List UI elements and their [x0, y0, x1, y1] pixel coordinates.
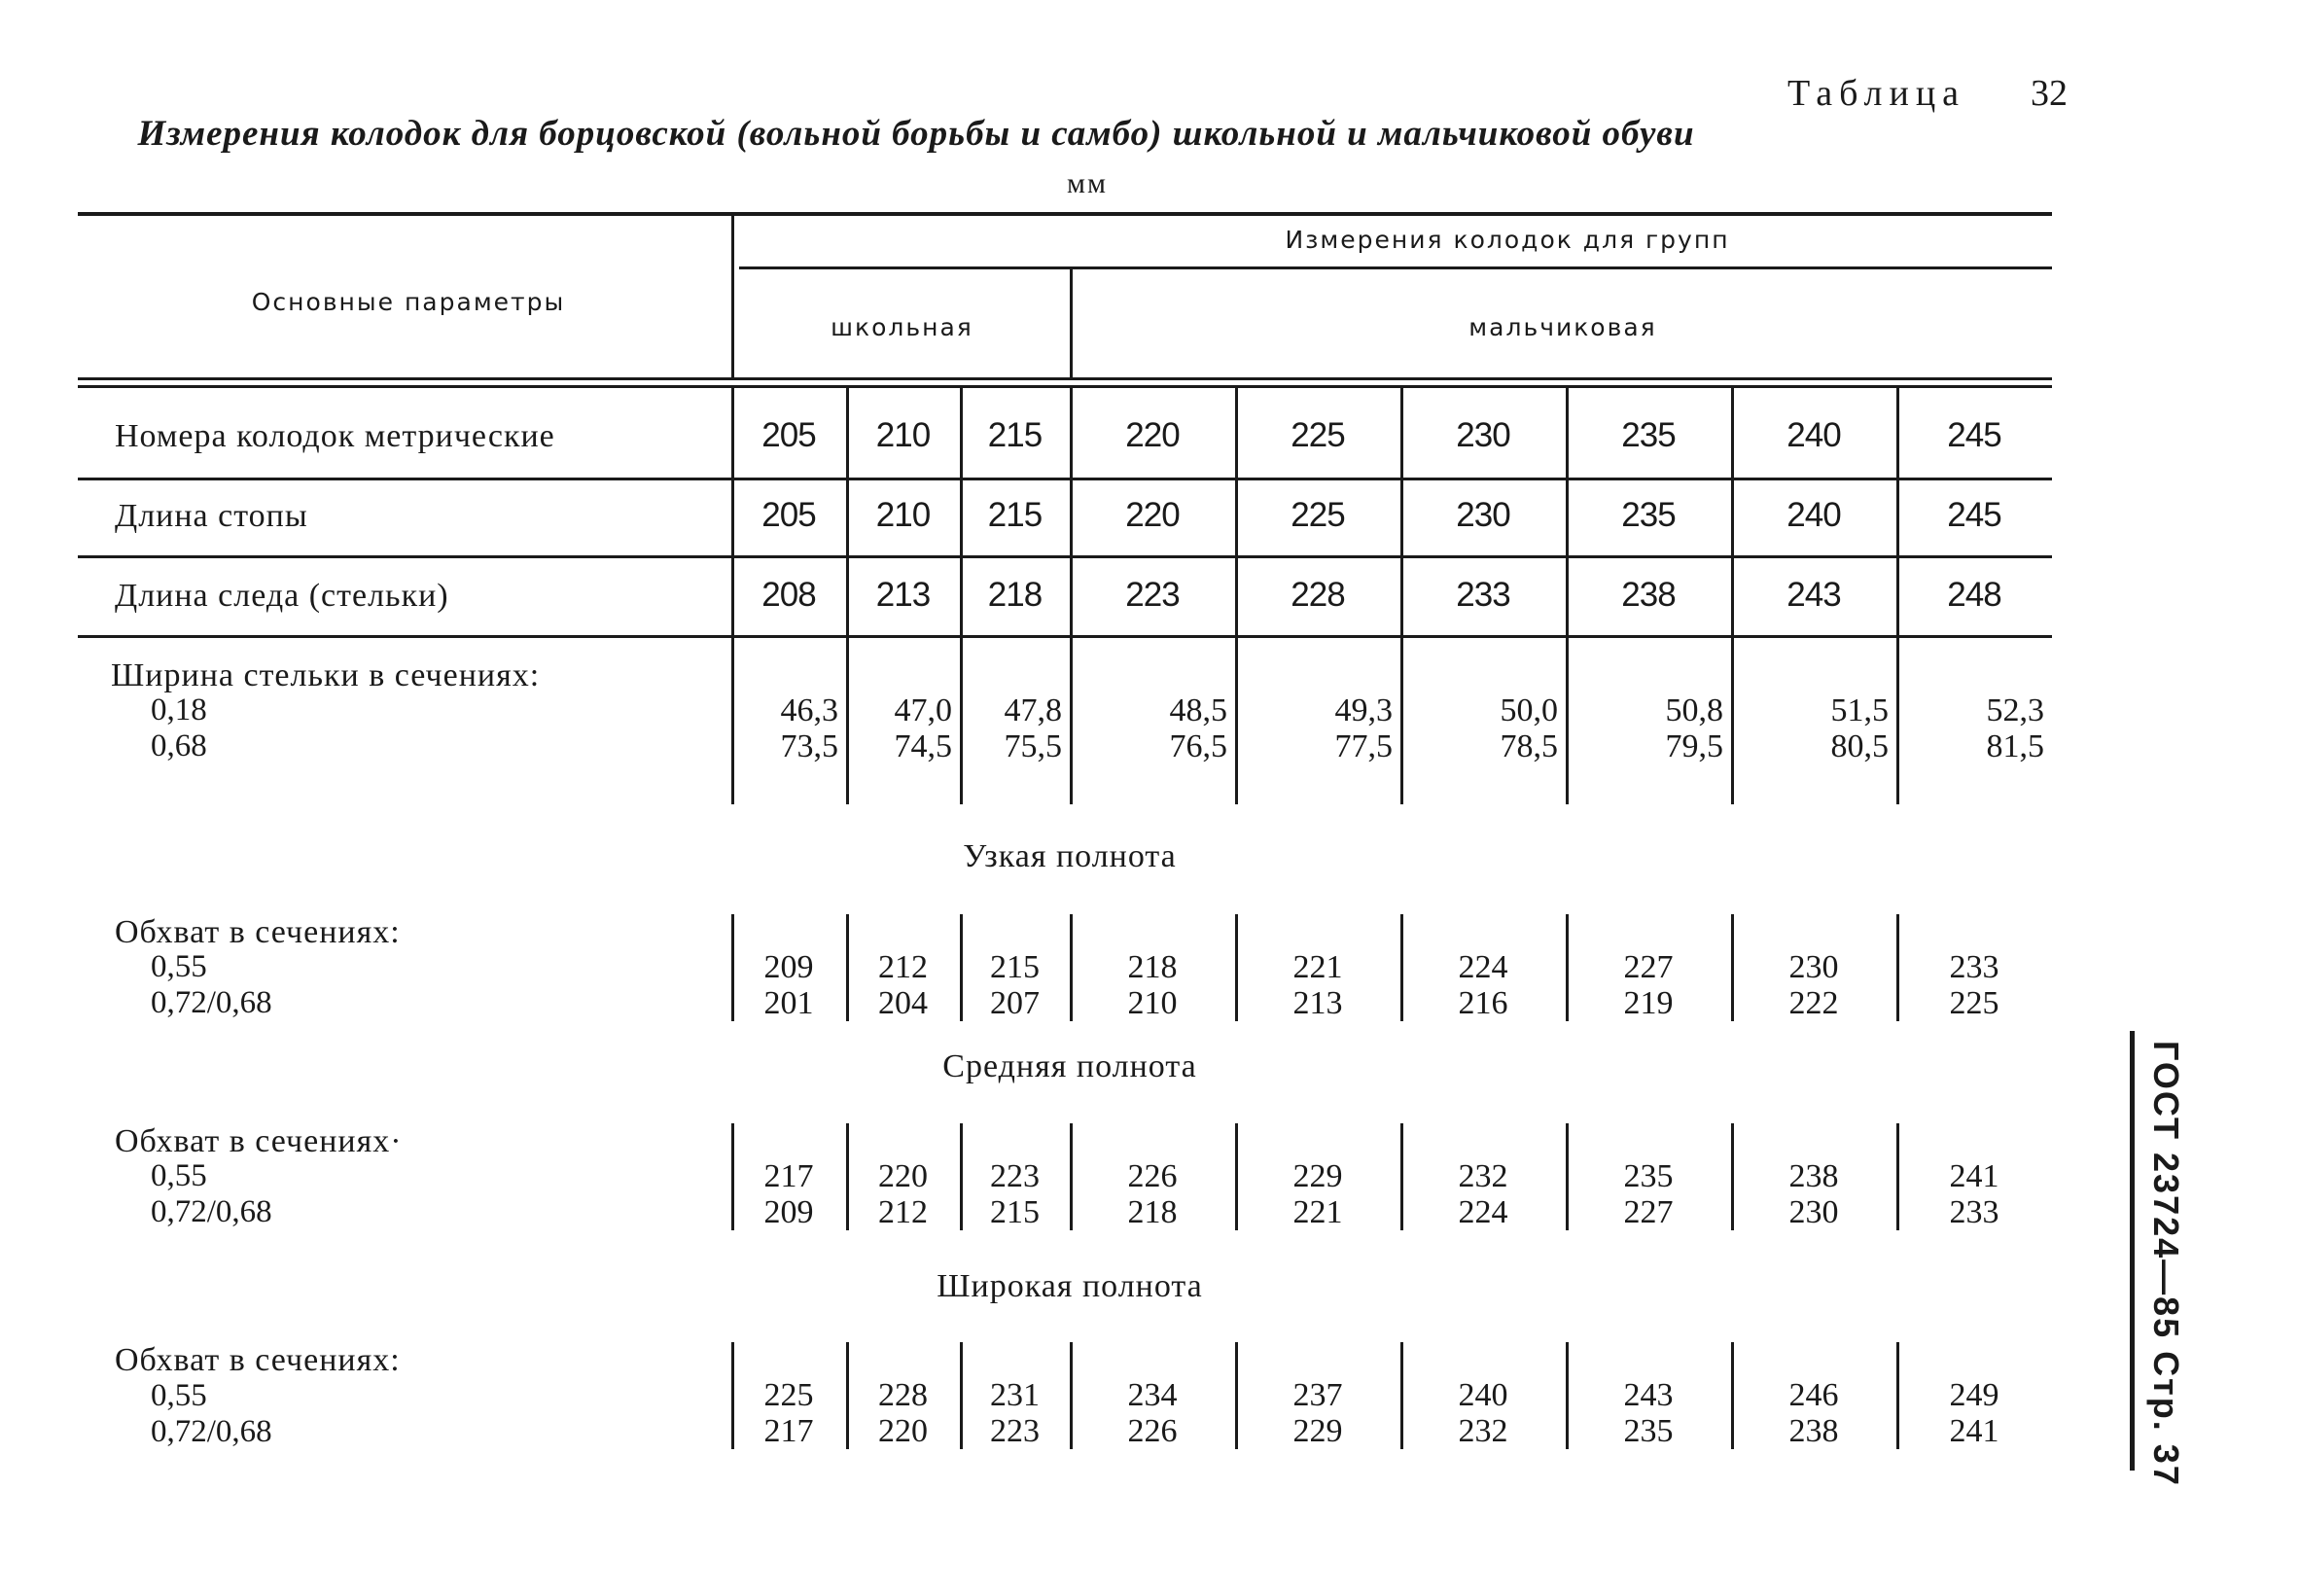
foot-length-cell: 220 [1125, 496, 1180, 534]
group-header: Измерения колодок для групп [1285, 226, 1730, 254]
girth-cell-1: 230 [1788, 949, 1839, 985]
section-title-medium: Средняя полнота [942, 1048, 1197, 1084]
girth-cell-2: 230 [1788, 1194, 1839, 1230]
foot-length-cell: 235 [1621, 496, 1676, 534]
girth-cell-2: 210 [1127, 985, 1178, 1021]
insole-length-cell: 248 [1947, 576, 2001, 614]
girth-cell-2: 226 [1127, 1413, 1178, 1449]
girth-cell-1: 234 [1127, 1377, 1178, 1413]
section-0-divider-2 [960, 914, 963, 1021]
metric-numbers-cell: 240 [1786, 416, 1841, 454]
table-title-text: Измерения колодок для борцовской (вольной борьбы и самбо) школьной и мальчиковой обуви [137, 114, 1695, 154]
girth-cell-2: 217 [763, 1413, 814, 1449]
header-divider-params [731, 216, 734, 377]
foot-length-cell: 210 [875, 496, 931, 534]
section-1-divider-3 [1070, 1123, 1073, 1230]
foot-length-cell: 215 [987, 496, 1043, 534]
column-divider-7 [1731, 386, 1734, 804]
section-sub-wide-2: 0,72/0,68 [151, 1414, 272, 1449]
girth-cell-2: 223 [990, 1413, 1040, 1449]
insole-width-cell-1: 48,5 [1169, 692, 1227, 728]
insole-width-sub-2: 0,68 [151, 728, 207, 763]
side-caption: ГОСТ 23724—85 Стр. 37 [2146, 1041, 2186, 1487]
girth-cell-1: 249 [1949, 1377, 1999, 1413]
section-2-divider-2 [960, 1342, 963, 1449]
girth-cell-1: 238 [1788, 1158, 1839, 1194]
section-sub-narrow-1: 0,55 [151, 949, 207, 984]
insole-length-cell: 243 [1786, 576, 1841, 614]
section-label-medium: Обхват в сечениях· [115, 1123, 403, 1159]
section-2-divider-4 [1235, 1342, 1238, 1449]
column-divider-2 [960, 386, 963, 804]
group-rule [739, 266, 2052, 269]
girth-cell-2: 204 [878, 985, 928, 1021]
top-rule [78, 212, 2052, 216]
girth-cell-1: 220 [878, 1158, 928, 1194]
girth-cell-2: 220 [878, 1413, 928, 1449]
insole-width-cell-1: 46,3 [780, 692, 838, 728]
section-2-divider-7 [1731, 1342, 1734, 1449]
insole-length-cell: 228 [1291, 576, 1345, 614]
girth-cell-2: 222 [1788, 985, 1839, 1021]
row-label-foot-length: Длина стопы [115, 498, 308, 534]
table-number: 32 [2031, 73, 2068, 114]
section-sub-narrow-2: 0,72/0,68 [151, 985, 272, 1020]
insole-length-cell: 208 [761, 576, 816, 614]
section-1-divider-7 [1731, 1123, 1734, 1230]
column-divider-4 [1235, 386, 1238, 804]
group-school-header: школьная [831, 313, 973, 341]
insole-width-cell-2: 79,5 [1665, 728, 1723, 764]
section-2-divider-6 [1566, 1342, 1569, 1449]
girth-cell-1: 240 [1458, 1377, 1508, 1413]
girth-cell-2: 213 [1292, 985, 1343, 1021]
girth-cell-1: 228 [878, 1377, 928, 1413]
section-title-wide: Широкая полнота [937, 1268, 1203, 1304]
insole-width-cell-2: 77,5 [1334, 728, 1393, 764]
section-2-divider-3 [1070, 1342, 1073, 1449]
table-label: Таблица [1787, 73, 1966, 114]
column-divider-8 [1896, 386, 1899, 804]
metric-numbers-cell: 215 [987, 416, 1043, 454]
metric-numbers-cell: 235 [1621, 416, 1676, 454]
foot-length-cell: 225 [1291, 496, 1345, 534]
girth-cell-2: 216 [1458, 985, 1508, 1021]
insole-width-sub-1: 0,18 [151, 692, 207, 727]
section-1-divider-1 [846, 1123, 849, 1230]
group-boys-header: мальчиковая [1468, 313, 1657, 341]
girth-cell-1: 223 [990, 1158, 1040, 1194]
insole-length-cell: 238 [1621, 576, 1676, 614]
metric-numbers-cell: 230 [1456, 416, 1510, 454]
girth-cell-2: 225 [1949, 985, 1999, 1021]
girth-cell-1: 235 [1623, 1158, 1674, 1194]
row-rule-3 [78, 635, 2052, 638]
insole-width-cell-1: 50,8 [1665, 692, 1723, 728]
girth-cell-1: 237 [1292, 1377, 1343, 1413]
section-1-divider-8 [1896, 1123, 1899, 1230]
section-0-divider-4 [1235, 914, 1238, 1021]
unit-label: мм [1067, 167, 1108, 199]
foot-length-cell: 230 [1456, 496, 1510, 534]
row-label-insole-length: Длина следа (стельки) [115, 578, 449, 614]
girth-cell-2: 241 [1949, 1413, 1999, 1449]
girth-cell-1: 215 [990, 949, 1040, 985]
girth-cell-1: 231 [990, 1377, 1040, 1413]
girth-cell-1: 233 [1949, 949, 1999, 985]
girth-cell-2: 238 [1788, 1413, 1839, 1449]
section-sub-medium-2: 0,72/0,68 [151, 1194, 272, 1229]
insole-width-cell-2: 75,5 [1004, 728, 1062, 764]
girth-cell-1: 232 [1458, 1158, 1508, 1194]
header-bottom-rule-1 [78, 377, 2052, 380]
insole-width-cell-1: 47,8 [1004, 692, 1062, 728]
insole-length-cell: 223 [1125, 576, 1180, 614]
foot-length-cell: 205 [761, 496, 816, 534]
girth-cell-1: 209 [763, 949, 814, 985]
girth-cell-1: 226 [1127, 1158, 1178, 1194]
section-1-divider-5 [1400, 1123, 1403, 1230]
girth-cell-1: 227 [1623, 949, 1674, 985]
girth-cell-1: 212 [878, 949, 928, 985]
header-divider-groups [1070, 269, 1073, 377]
girth-cell-1: 217 [763, 1158, 814, 1194]
girth-cell-2: 219 [1623, 985, 1674, 1021]
girth-cell-2: 233 [1949, 1194, 1999, 1230]
insole-width-cell-2: 81,5 [1986, 728, 2044, 764]
insole-width-cell-2: 78,5 [1500, 728, 1558, 764]
section-title-narrow: Узкая полнота [963, 838, 1177, 874]
girth-cell-2: 229 [1292, 1413, 1343, 1449]
row-label-insole-width: Ширина стельки в сечениях: [111, 657, 541, 693]
foot-length-cell: 245 [1947, 496, 2001, 534]
section-1-divider-4 [1235, 1123, 1238, 1230]
insole-width-cell-1: 52,3 [1986, 692, 2044, 728]
girth-cell-2: 207 [990, 985, 1040, 1021]
girth-cell-1: 246 [1788, 1377, 1839, 1413]
girth-cell-1: 225 [763, 1377, 814, 1413]
column-divider-1 [846, 386, 849, 804]
section-label-wide: Обхват в сечениях: [115, 1342, 401, 1378]
section-2-divider-0 [731, 1342, 734, 1449]
girth-cell-2: 215 [990, 1194, 1040, 1230]
row-rule-2 [78, 555, 2052, 558]
row-rule-1 [78, 478, 2052, 480]
insole-width-cell-2: 80,5 [1830, 728, 1889, 764]
girth-cell-2: 212 [878, 1194, 928, 1230]
insole-length-cell: 218 [987, 576, 1043, 614]
metric-numbers-cell: 245 [1947, 416, 2001, 454]
foot-length-cell: 240 [1786, 496, 1841, 534]
girth-cell-1: 218 [1127, 949, 1178, 985]
section-label-narrow: Обхват в сечениях: [115, 914, 401, 950]
section-1-divider-6 [1566, 1123, 1569, 1230]
girth-cell-2: 232 [1458, 1413, 1508, 1449]
table-title [0, 113, 2299, 155]
insole-width-cell-2: 76,5 [1169, 728, 1227, 764]
girth-cell-2: 201 [763, 985, 814, 1021]
section-0-divider-1 [846, 914, 849, 1021]
column-divider-0 [731, 386, 734, 804]
metric-numbers-cell: 225 [1291, 416, 1345, 454]
insole-width-cell-1: 49,3 [1334, 692, 1393, 728]
section-2-divider-8 [1896, 1342, 1899, 1449]
section-0-divider-5 [1400, 914, 1403, 1021]
metric-numbers-cell: 205 [761, 416, 816, 454]
section-2-divider-1 [846, 1342, 849, 1449]
section-1-divider-0 [731, 1123, 734, 1230]
param-header: Основные параметры [251, 288, 566, 316]
girth-cell-2: 224 [1458, 1194, 1508, 1230]
girth-cell-1: 221 [1292, 949, 1343, 985]
section-1-divider-2 [960, 1123, 963, 1230]
girth-cell-1: 229 [1292, 1158, 1343, 1194]
girth-cell-2: 209 [763, 1194, 814, 1230]
insole-width-cell-1: 51,5 [1830, 692, 1889, 728]
girth-cell-2: 235 [1623, 1413, 1674, 1449]
section-0-divider-0 [731, 914, 734, 1021]
insole-width-cell-2: 73,5 [780, 728, 838, 764]
row-label-metric-numbers: Номера колодок метрические [115, 418, 555, 454]
column-divider-6 [1566, 386, 1569, 804]
column-divider-5 [1400, 386, 1403, 804]
section-0-divider-7 [1731, 914, 1734, 1021]
section-0-divider-6 [1566, 914, 1569, 1021]
section-0-divider-8 [1896, 914, 1899, 1021]
girth-cell-1: 243 [1623, 1377, 1674, 1413]
section-sub-medium-1: 0,55 [151, 1158, 207, 1193]
girth-cell-1: 224 [1458, 949, 1508, 985]
insole-length-cell: 233 [1456, 576, 1510, 614]
metric-numbers-cell: 220 [1125, 416, 1180, 454]
side-caption-rule [2130, 1031, 2135, 1471]
section-sub-wide-1: 0,55 [151, 1378, 207, 1413]
girth-cell-2: 218 [1127, 1194, 1178, 1230]
header-bottom-rule-2 [78, 385, 2052, 388]
column-divider-3 [1070, 386, 1073, 804]
insole-length-cell: 213 [875, 576, 931, 614]
insole-width-cell-1: 50,0 [1500, 692, 1558, 728]
girth-cell-2: 221 [1292, 1194, 1343, 1230]
girth-cell-1: 241 [1949, 1158, 1999, 1194]
section-0-divider-3 [1070, 914, 1073, 1021]
insole-width-cell-1: 47,0 [894, 692, 952, 728]
girth-cell-2: 227 [1623, 1194, 1674, 1230]
metric-numbers-cell: 210 [875, 416, 931, 454]
section-2-divider-5 [1400, 1342, 1403, 1449]
insole-width-cell-2: 74,5 [894, 728, 952, 764]
